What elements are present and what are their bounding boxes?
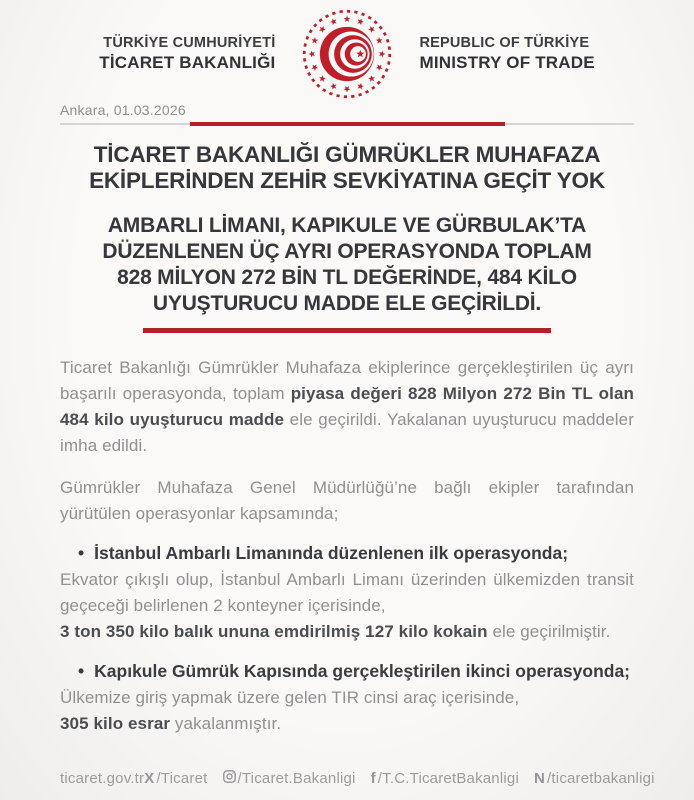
bullet-marker: •: [78, 542, 85, 563]
bullet-2-heading-text: Kapıkule Gümrük Kapısında gerçekleştirilen ikinci operasyonda;: [94, 660, 631, 681]
subheadline-line-4: UYUŞTURUCU MADDE ELE GEÇİRİLDİ.: [152, 292, 542, 315]
footer: [0, 770, 694, 787]
dateline-row: [0, 102, 694, 125]
header-divider: [60, 123, 634, 125]
headline: [0, 142, 694, 194]
subheadline-line-3: 828 MİLYON 272 BİN TL DEĞERİNDE, 484 KİLO: [117, 266, 577, 289]
x-handle: /Ticaret: [156, 770, 208, 787]
social-links: [144, 770, 654, 787]
bullet-1-text-post: ele geçirilmiştir.: [487, 621, 611, 641]
org-en-line2: MINISTRY OF TRADE: [419, 53, 595, 73]
social-link-nsosyal[interactable]: [534, 770, 655, 787]
subheadline-line-2: DÜZENLENEN ÜÇ AYRI OPERASYONDA TOPLAM: [102, 240, 592, 263]
bullet-marker: •: [78, 660, 85, 681]
headline-line-2: EKİPLERİNDEN ZEHİR SEVKİYATINA GEÇİT YOK: [89, 168, 605, 193]
org-name-turkish: [99, 34, 275, 73]
bullet-1-heading-text: İstanbul Ambarlı Limanında düzenlenen ilk operasyonda;: [94, 542, 569, 563]
p1-text-bold: piyasa değeri 828 Milyon 272 Bin TL olan 484 kilo uyuşturucu madde: [60, 383, 634, 429]
facebook-icon: f: [370, 770, 376, 787]
dateline: Ankara, 01.03.2026: [60, 102, 186, 118]
org-en-line1: REPUBLIC OF TÜRKİYE: [419, 35, 590, 52]
p1-text-post: ele geçirildi. Yakalanan uyuşturucu maddeler imha edildi.: [60, 409, 634, 455]
bullet-1-text-pre: Ekvator çıkışlı olup, İstanbul Ambarlı Limanı üzerinden ülkemizden transit geçeceği belirlenen 2 konteyner içerisinde,: [60, 569, 634, 615]
masthead: [0, 0, 694, 100]
body-content: [0, 355, 694, 737]
bullet-1-text-bold: 3 ton 350 kilo balık ununa emdirilmiş 127 kilo kokain: [60, 621, 488, 641]
bullet-2-heading: [60, 658, 634, 684]
bullet-1-heading: [60, 540, 634, 566]
header-divider-red-segment: [190, 122, 505, 126]
social-link-x[interactable]: [144, 770, 207, 787]
bullet-1-body: [60, 567, 634, 645]
social-link-facebook[interactable]: [371, 770, 519, 787]
org-tr-line2: TİCARET BAKANLIĞI: [99, 53, 276, 73]
social-link-instagram[interactable]: [223, 770, 356, 787]
website-link[interactable]: ticaret.gov.tr: [60, 770, 145, 787]
instagram-icon: [223, 770, 236, 787]
x-icon: X: [144, 770, 155, 787]
facebook-handle: /T.C.TicaretBakanligi: [377, 770, 519, 787]
nsosyal-icon: N: [534, 770, 546, 787]
nsosyal-handle: /ticaretbakanligi: [547, 770, 655, 787]
subheadline-line-1: AMBARLI LİMANI, KAPIKULE VE GÜRBULAK’TA: [107, 214, 587, 237]
org-tr-line1: TÜRKİYE CUMHURİYETİ: [103, 35, 276, 52]
paragraph-intro-operations: Gümrükler Muhafaza Genel Müdürlüğü’ne bağlı ekipler tarafından yürütülen operasyonlar kapsamında;: [60, 477, 634, 523]
headline-line-1: TİCARET BAKANLIĞI GÜMRÜKLER MUHAFAZA: [93, 142, 601, 167]
bullet-operation-1: [60, 540, 634, 645]
bullet-2-text-bold: 305 kilo esrar: [60, 713, 171, 733]
bullet-2-body: [60, 685, 634, 737]
bullet-2-text-post: yakalanmıştır.: [170, 713, 282, 733]
bullet-2-text-pre: Ülkemize giriş yapmak üzere gelen TIR cinsi araç içerisinde,: [60, 687, 520, 707]
paragraph-summary: [60, 355, 634, 459]
subheadline-red-rule: [143, 328, 551, 333]
bullet-operation-2: [60, 658, 634, 737]
subheadline: [0, 213, 694, 317]
instagram-handle: /Ticaret.Bakanligi: [237, 770, 356, 787]
ministry-of-trade-emblem-icon: [301, 8, 393, 100]
org-name-english: [419, 34, 594, 73]
p1-text-pre: Ticaret Bakanlığı Gümrükler Muhafaza ekiplerince gerçekleştirilen üç ayrı başarılı operasyonda, toplam: [60, 357, 634, 403]
